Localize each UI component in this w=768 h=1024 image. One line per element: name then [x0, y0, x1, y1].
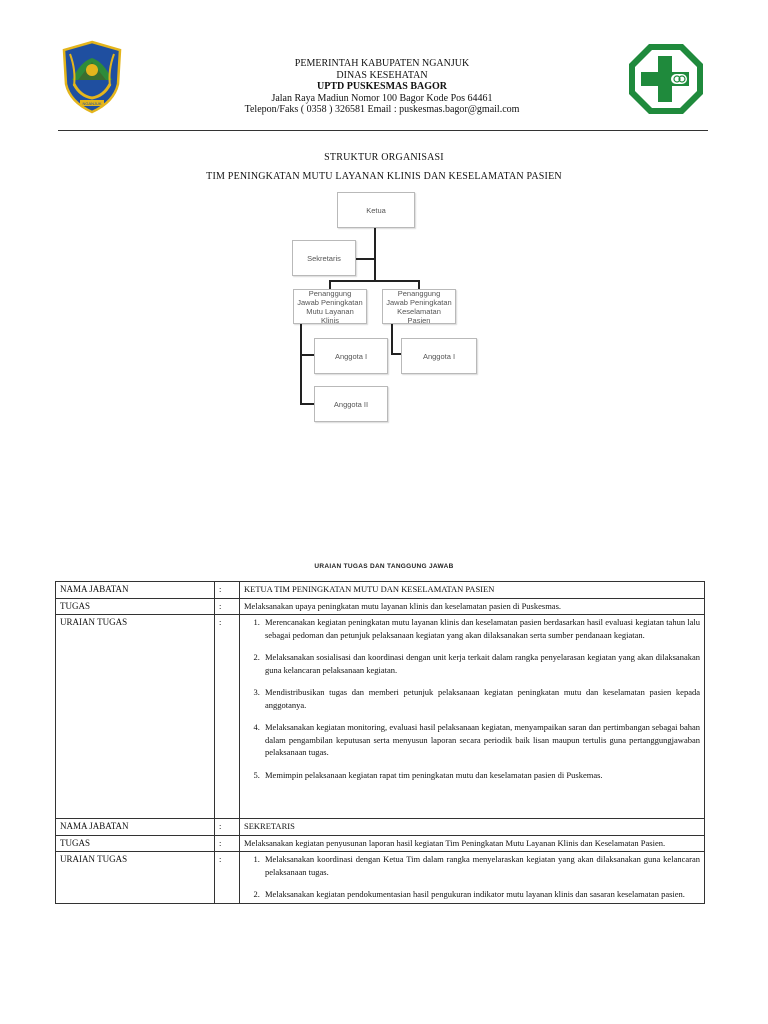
list-item: 1. Melaksanakan koordinasi dengan Ketua Tim dalam rangka menyelaraskan kegiatan yang akan dilaksanakan guna kelancaran pelaksanaan tugas. [262, 853, 700, 878]
org-box-ketua: Ketua [337, 192, 415, 228]
document-title: STRUKTUR ORGANISASI [324, 152, 444, 163]
ketua-task-list [244, 616, 700, 781]
org-line-keselamatan-anggota-1 [391, 353, 401, 355]
row-label-nama-jabatan: NAMA JABATAN [56, 582, 215, 599]
ketua-task: Melaksanakan upaya peningkatan mutu layanan klinis dan keselamatan pasien di Puskesmas. [240, 598, 705, 615]
org-box-mutu-anggota-2: Anggota II [314, 386, 388, 422]
org-line-mutu-anggota-1 [300, 354, 314, 356]
org-line-mutu-members [300, 324, 302, 404]
org-box-keselamatan-anggota-1: Anggota I [401, 338, 477, 374]
org-box-sekretaris: Sekretaris [292, 240, 356, 276]
header-line-department: DINAS KESEHATAN [336, 69, 428, 81]
org-line-to-pj-mutu [329, 280, 331, 289]
list-item: 4. Melaksanakan kegiatan monitoring, evaluasi hasil pelaksanaan kegiatan, menyampaikan saran dan pertimbangan sebagai bahan dalam pengambilan keputusan serta menyusun laporan secara periodik baik lisan maupun tertulis guna pertanggungjawaban pelaksanaan tugas. [262, 721, 700, 759]
org-box-pj-mutu: Penanggung Jawab Peningkatan Mutu Layanan Klinis [293, 289, 367, 324]
table-row [56, 598, 705, 615]
row-colon: : [215, 582, 240, 599]
ketua-task-details [240, 615, 705, 819]
sekretaris-task: Melaksanakan kegiatan penyusunan laporan hasil kegiatan Tim Peningkatan Mutu Layanan Klinis dan Keselamatan Pasien. [240, 835, 705, 852]
row-colon: : [215, 852, 240, 904]
row-label-nama-jabatan: NAMA JABATAN [56, 819, 215, 836]
list-item: 2. Melaksanakan kegiatan pendokumentasian hasil pengukuran indikator mutu layanan klinis dan sasaran keselamatan pasien. [262, 888, 700, 901]
list-item: 1. Merencanakan kegiatan peningkatan mutu layanan klinis dan keselamatan pasien berdasarkan hasil evaluasi kegiatan tahun lalu sebagai pedoman dan petunjuk pelaksanaan kegiatan yang akan dilaksanakan serta sumber pendanaan kegiatan. [262, 616, 700, 641]
row-label-tugas: TUGAS [56, 598, 215, 615]
ketua-position-name: KETUA TIM PENINGKATAN MUTU DAN KESELAMATAN PASIEN [240, 582, 705, 599]
row-colon: : [215, 819, 240, 836]
table-row [56, 835, 705, 852]
org-line-keselamatan-members [391, 324, 393, 355]
row-colon: : [215, 615, 240, 819]
nganjuk-emblem-logo [60, 40, 124, 114]
table-row [56, 819, 705, 836]
org-box-pj-keselamatan: Penanggung Jawab Peningkatan Keselamatan Pasien [382, 289, 456, 324]
header-line-government: PEMERINTAH KABUPATEN NGANJUK [294, 58, 470, 69]
list-item: 2. Melaksanakan sosialisasi dan koordinasi dengan unit kerja terkait dalam rangka penyelarasan kegiatan yang akan dilaksanakan guna kelancaran pelaksanaan kegiatan. [262, 651, 700, 676]
header-line-contact: Telepon/Faks ( 0358 ) 326581 Email : puskesmas.bagor@gmail.com [244, 104, 520, 115]
sekretaris-position-name: SEKRETARIS [240, 819, 705, 836]
letterhead [150, 58, 614, 116]
list-item: 3. Mendistribusikan tugas dan memberi petunjuk pelaksanaan kegiatan peningkatan mutu dan keselamatan pasien kepada anggotanya. [262, 686, 700, 711]
list-item: 5. Memimpin pelaksanaan kegiatan rapat tim peningkatan mutu dan keselamatan pasien di Puskemas. [262, 769, 700, 782]
job-description-table [55, 581, 705, 904]
row-label-uraian-tugas: URAIAN TUGAS [56, 852, 215, 904]
section-title-uraian: URAIAN TUGAS DAN TANGGUNG JAWAB [314, 563, 454, 570]
logo-left-text: NGANJUK [82, 101, 102, 106]
sekretaris-task-details [240, 852, 705, 904]
org-line-sekretaris [354, 258, 375, 260]
org-line-mutu-anggota-2 [300, 403, 314, 405]
header-line-address: Jalan Raya Madiun Nomor 100 Bagor Kode Pos 64461 [271, 92, 493, 104]
row-colon: : [215, 598, 240, 615]
org-line-to-pj-keselamatan [418, 280, 420, 289]
row-label-uraian-tugas: URAIAN TUGAS [56, 615, 215, 819]
org-line-crossbar [329, 280, 420, 282]
table-row [56, 582, 705, 599]
table-row [56, 852, 705, 904]
org-line-ketua-trunk [374, 226, 376, 281]
puskesmas-logo [627, 42, 705, 116]
document-subtitle: TIM PENINGKATAN MUTU LAYANAN KLINIS DAN KESELAMATAN PASIEN [206, 171, 562, 182]
row-colon: : [215, 835, 240, 852]
table-row [56, 615, 705, 819]
sekretaris-task-list [244, 853, 700, 901]
header-line-institution: UPTD PUSKESMAS BAGOR [316, 81, 447, 92]
org-box-mutu-anggota-1: Anggota I [314, 338, 388, 374]
row-label-tugas: TUGAS [56, 835, 215, 852]
letterhead-divider [58, 130, 708, 131]
